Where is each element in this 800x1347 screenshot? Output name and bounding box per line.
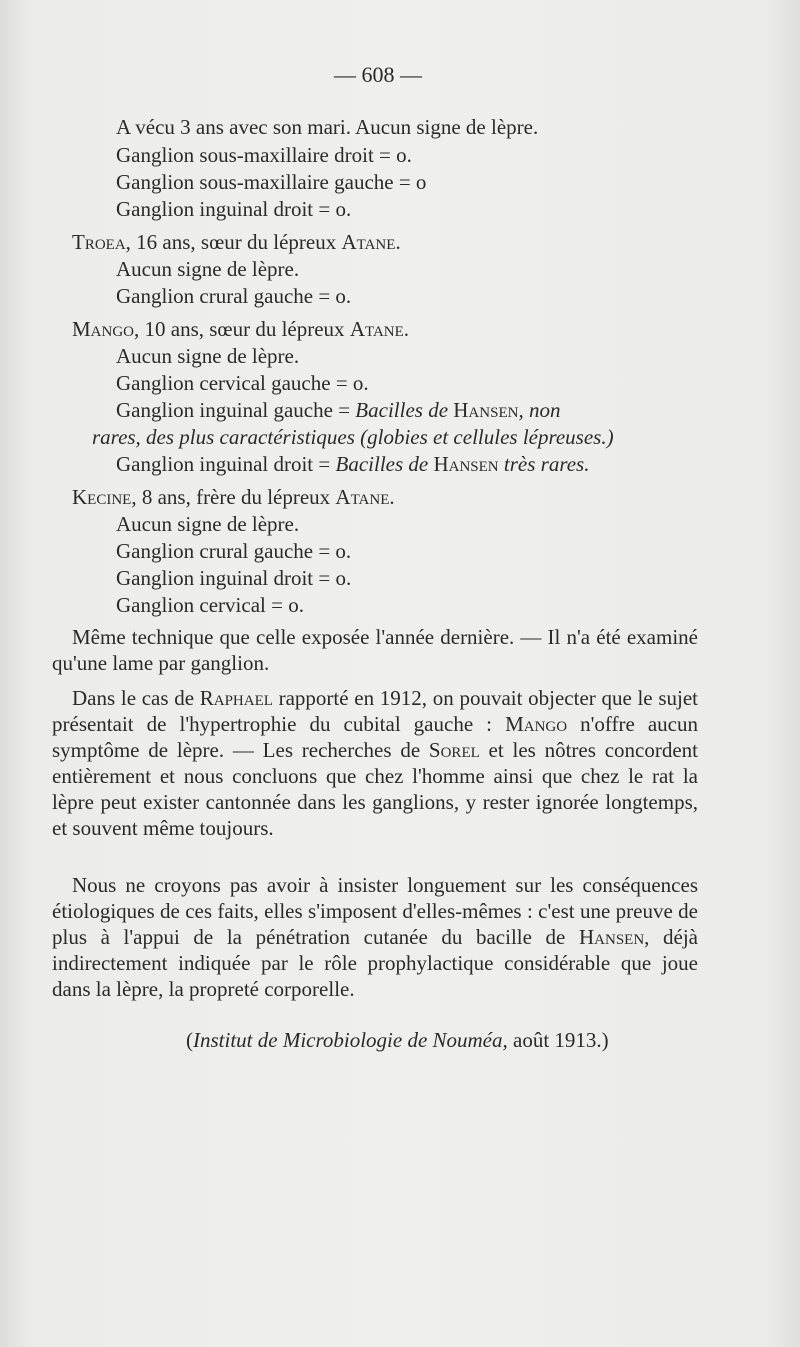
text-line: Ganglion inguinal droit = o.	[116, 566, 352, 590]
entry-heading	[72, 484, 395, 510]
paragraph-text: rapporté en 1912, on pouvait objecter que le sujet présentait de l'hypertrophie du cubital gauche :	[52, 686, 698, 736]
text-line: Ganglion crural gauche = o.	[116, 539, 352, 563]
source-credit	[186, 1028, 609, 1053]
text-line: A vécu 3 ans avec son mari. Aucun signe de lèpre.	[116, 115, 539, 139]
author-name: Sorel	[428, 738, 480, 762]
author-name: Hansen	[578, 925, 645, 949]
paragraph	[52, 872, 698, 1002]
paragraph: Même technique que celle exposée l'année dernière. — Il n'a été examiné qu'une lame par ganglion.	[52, 625, 698, 675]
patient-name: Mango	[505, 712, 568, 736]
entry-text: Ganglion inguinal gauche =	[116, 398, 356, 422]
italic-text: , non	[518, 398, 561, 422]
patient-name: Troea	[72, 230, 126, 254]
page-number: — 608 —	[334, 62, 422, 87]
text-line: Aucun signe de lèpre.	[116, 344, 300, 368]
entry-text: .	[403, 317, 410, 341]
entry-heading	[72, 316, 409, 342]
paragraph	[52, 685, 698, 841]
patient-name: Atane	[349, 317, 404, 341]
credit-date: août 1913.)	[507, 1028, 609, 1052]
paragraph-text: n'offre aucun symptôme de lèpre. — Les recherches de	[52, 712, 698, 762]
entry-text: Ganglion inguinal droit =	[116, 452, 336, 476]
entry-text: , 8 ans, frère du lépreux	[131, 485, 336, 509]
paragraph-text: , déjà indirectement indiquée par le rôle prophylactique considérable que joue dans la lèpre, la propreté corporelle.	[52, 925, 698, 1001]
text-line: Aucun signe de lèpre.	[116, 512, 300, 536]
entry-text: , 16 ans, sœur du lépreux	[125, 230, 342, 254]
credit-paren: (	[186, 1028, 193, 1052]
entry-text: .	[389, 485, 395, 509]
text-line	[92, 424, 614, 450]
italic-text: Bacilles de	[355, 398, 449, 422]
italic-text: très rares.	[503, 452, 590, 476]
text-line: Ganglion sous-maxillaire droit = o.	[116, 143, 412, 167]
patient-name: Mango	[72, 317, 135, 341]
paragraph-text: Nous ne croyons pas avoir à insister longuement sur les conséquences étiologiques de ces faits, elles s'imposent d'elles-mêmes : c'est une preuve de plus à l'appui de la pénétration cutanée du bacille de	[52, 873, 698, 949]
patient-name: Atane	[335, 485, 390, 509]
entry-heading	[72, 229, 401, 255]
paragraph-text: et les nôtres concordent entièrement et nous concluons que chez l'homme ainsi que chez le rat la lèpre peut exister cantonnée dans les ganglions, y rester ignorée longtemps, et souvent même toujours.	[52, 738, 698, 840]
text-line: Aucun signe de lèpre.	[116, 257, 300, 281]
text-line	[116, 451, 589, 477]
paragraph-text: Dans le cas de	[72, 686, 200, 710]
text-line: Ganglion cervical = o.	[116, 593, 304, 617]
entry-text: , 10 ans, sœur du lépreux	[134, 317, 350, 341]
text-line: Ganglion inguinal droit = o.	[116, 197, 352, 221]
institute-name: Institut de Microbiologie de Nouméa,	[193, 1028, 508, 1052]
patient-name: Kecine	[72, 485, 132, 509]
author-name: Hansen	[433, 452, 499, 476]
text-line: Ganglion sous-maxillaire gauche = o	[116, 170, 427, 194]
author-name: Hansen	[453, 398, 519, 422]
italic-text: rares, des plus caractéristiques (globies et cellules lépreuses.)	[92, 425, 614, 449]
entry-text: .	[395, 230, 401, 254]
text-line: Ganglion crural gauche = o.	[116, 284, 352, 308]
italic-text: Bacilles de	[335, 452, 429, 476]
patient-name: Atane	[341, 230, 396, 254]
text-line	[116, 397, 560, 423]
author-name: Raphael	[199, 686, 273, 710]
text-line: Ganglion cervical gauche = o.	[116, 371, 369, 395]
